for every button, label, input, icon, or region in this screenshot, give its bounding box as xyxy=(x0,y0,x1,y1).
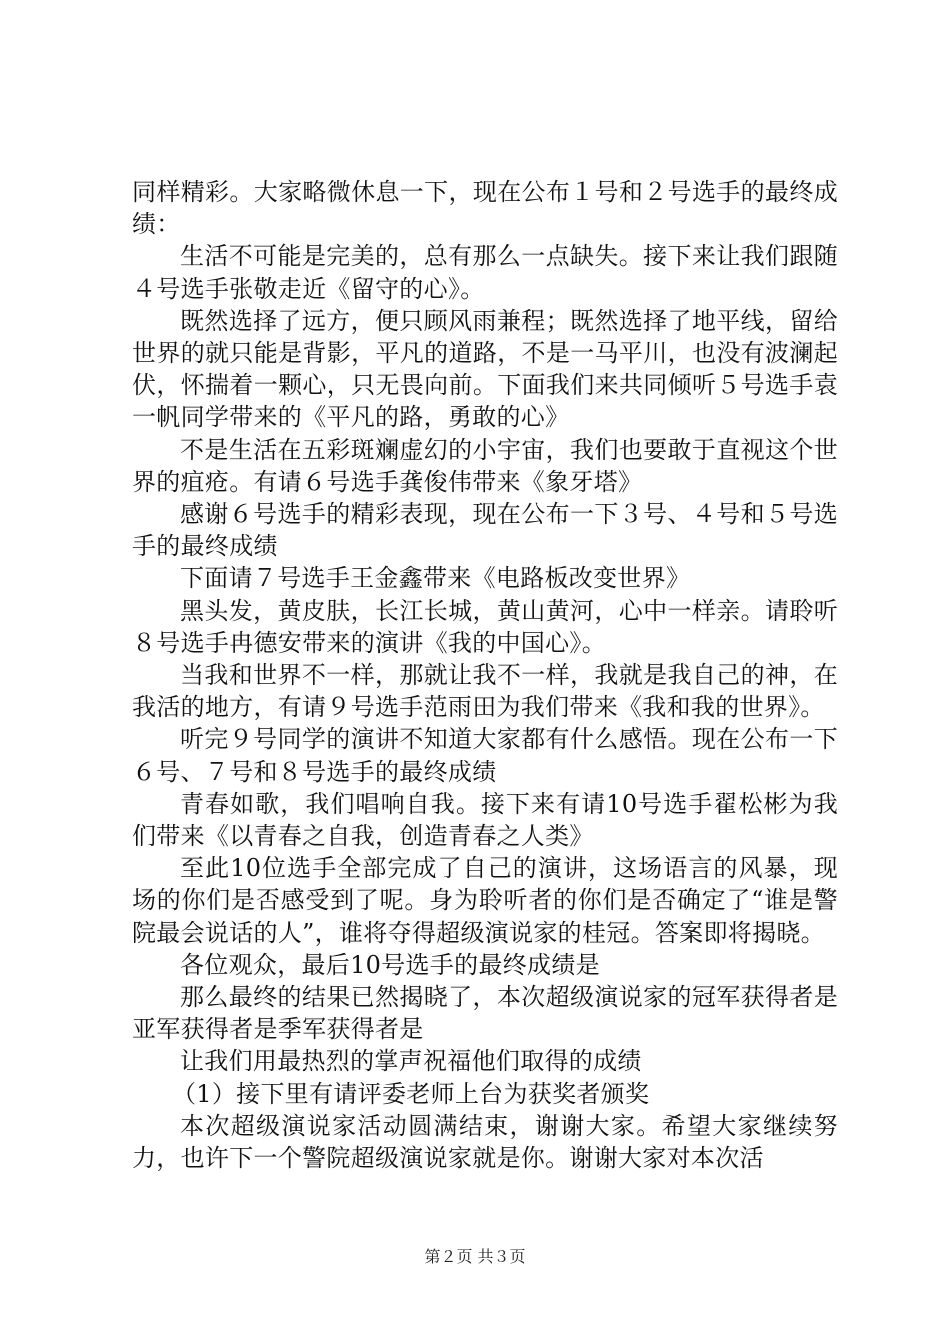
paragraph-continued: 同样精彩。大家略微休息一下，现在公布１号和２号选手的最终成绩： xyxy=(132,178,838,239)
paragraph: 听完９号同学的演讲不知道大家都有什么感悟。现在公布一下６号、７号和８号选手的最终成绩 xyxy=(132,725,838,786)
document-body xyxy=(132,176,838,1174)
paragraph: 生活不可能是完美的，总有那么一点缺失。接下来让我们跟随４号选手张敬走近《留守的心》。 xyxy=(132,242,838,303)
paragraph: 黑头发，黄皮肤，长江长城，黄山黄河，心中一样亲。请聆听８号选手冉德安带来的演讲《我的中国心》。 xyxy=(132,596,838,657)
paragraph: 那么最终的结果已然揭晓了，本次超级演说家的冠军获得者是亚军获得者是季军获得者是 xyxy=(132,983,838,1044)
paragraph: 至此10位选手全部完成了自己的演讲，这场语言的风暴，现场的你们是否感受到了呢。身为聆听者的你们是否确定了“谁是警院最会说话的人”，谁将夺得超级演说家的桂冠。答案即将揭晓。 xyxy=(132,854,838,947)
paragraph: 不是生活在五彩斑斓虚幻的小宇宙，我们也要敢于直视这个世界的疽疮。有请６号选手龚俊伟带来《象牙塔》 xyxy=(132,435,838,496)
page-footer: 第２页 共３页 xyxy=(424,1247,526,1266)
paragraph: 感谢６号选手的精彩表现，现在公布一下３号、４号和５号选手的最终成绩 xyxy=(132,500,838,561)
paragraph: 既然选择了远方，便只顾风雨兼程；既然选择了地平线，留给世界的就只能是背影，平凡的道路，不是一马平川，也没有波澜起伏，怀揣着一颗心，只无畏向前。下面我们来共同倾听５号选手袁一帆同学带来的《平凡的路，勇敢的心》 xyxy=(132,306,838,432)
paragraph: 当我和世界不一样，那就让我不一样，我就是我自己的神，在我活的地方，有请９号选手范雨田为我们带来《我和我的世界》。 xyxy=(132,661,838,722)
paragraph: 青春如歌，我们唱响自我。接下来有请10号选手翟松彬为我们带来《以青春之自我，创造青春之人类》 xyxy=(132,789,838,851)
paragraph: 各位观众，最后10号选手的最终成绩是 xyxy=(180,950,600,979)
paragraph: 下面请７号选手王金鑫带来《电路板改变世界》 xyxy=(180,564,691,593)
paragraph: 本次超级演说家活动圆满结束，谢谢大家。希望大家继续努力，也许下一个警院超级演说家就是你。谢谢大家对本次活 xyxy=(132,1111,838,1173)
paragraph: 让我们用最热烈的掌声祝福他们取得的成绩 xyxy=(180,1047,642,1076)
paragraph: （1）接下里有请评委老师上台为获奖者颁奖 xyxy=(172,1079,650,1108)
